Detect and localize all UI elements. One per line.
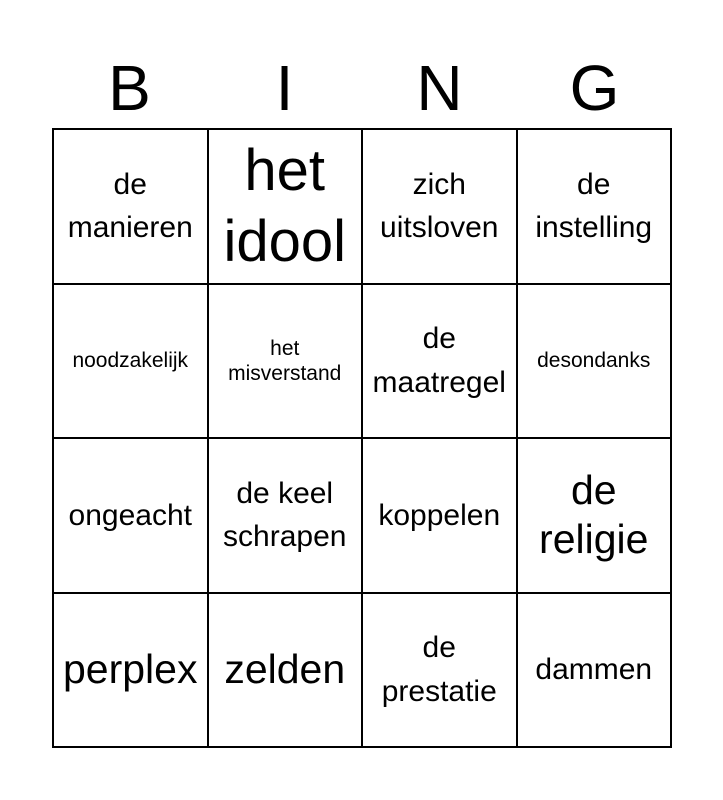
cell-text: de keel schrapen [223, 476, 347, 554]
bingo-cell[interactable] [362, 284, 517, 439]
bingo-cell[interactable] [208, 438, 363, 593]
bingo-cell[interactable] [362, 129, 517, 284]
bingo-cell[interactable] [362, 593, 517, 748]
bingo-cell[interactable] [53, 593, 208, 748]
cell-text: de maatregel [372, 322, 506, 399]
cell-text: de instelling [535, 167, 653, 245]
cell-text: de prestatie [381, 631, 497, 708]
cell-text: het idool [223, 137, 347, 275]
bingo-cell[interactable] [208, 129, 363, 284]
bingo-board [52, 128, 672, 748]
cell-text: de religie [539, 467, 649, 563]
cell-text: desondanks [537, 349, 651, 373]
header-letter-g: G [569, 52, 620, 124]
header-letter-i: I [275, 52, 294, 124]
cell-text: koppelen [378, 498, 501, 532]
bingo-cell[interactable] [517, 129, 672, 284]
header-letter-n: N [416, 52, 463, 124]
bingo-cell[interactable] [517, 593, 672, 748]
bingo-cell[interactable] [362, 438, 517, 593]
cell-text: noodzakelijk [72, 349, 189, 373]
cell-text: perplex [63, 646, 198, 693]
bingo-cell[interactable] [517, 438, 672, 593]
header-letter-b: B [108, 52, 151, 124]
cell-text: zelden [224, 646, 346, 693]
cell-text: zich uitsloven [380, 167, 499, 245]
bingo-cell[interactable] [53, 129, 208, 284]
bingo-cell[interactable] [53, 438, 208, 593]
cell-text: het misverstand [228, 336, 342, 385]
cell-text: ongeacht [68, 498, 192, 532]
bingo-cell[interactable] [53, 284, 208, 439]
cell-text: dammen [535, 653, 653, 686]
bingo-cell[interactable] [517, 284, 672, 439]
bingo-cell[interactable] [208, 284, 363, 439]
cell-text: de manieren [67, 167, 193, 245]
bingo-header [52, 48, 672, 128]
bingo-cell[interactable] [208, 593, 363, 748]
